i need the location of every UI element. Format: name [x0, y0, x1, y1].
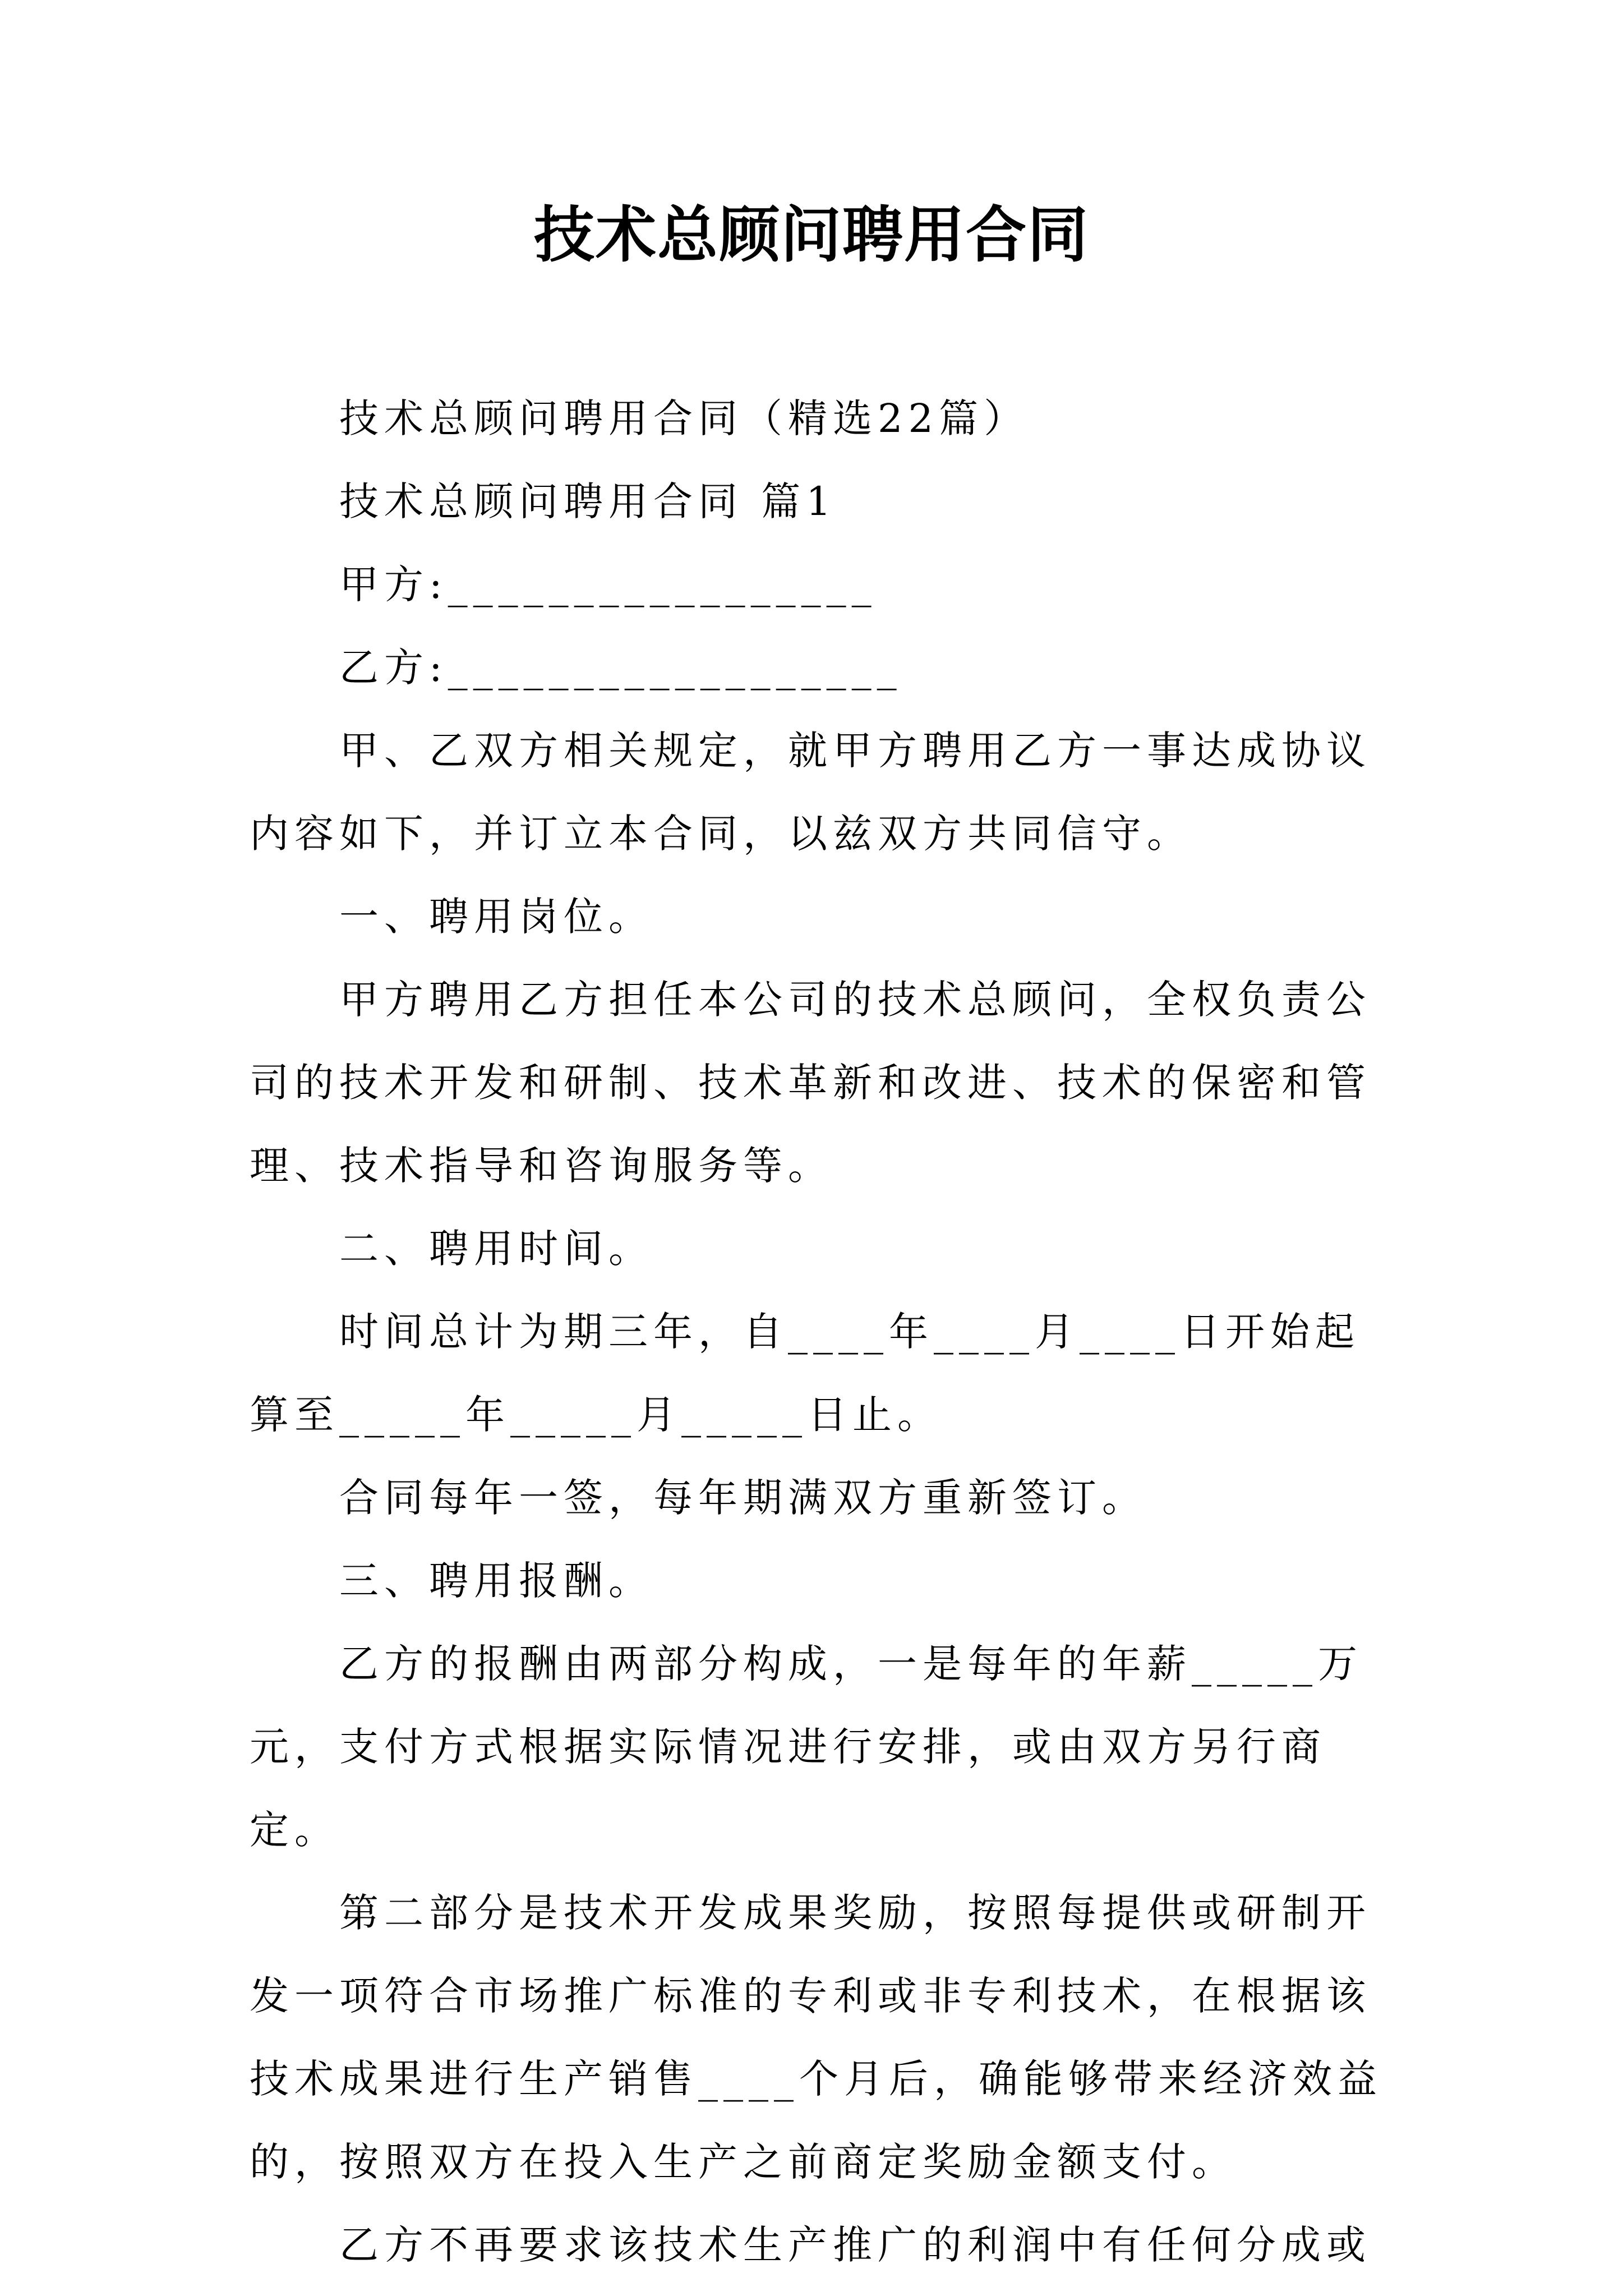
- bonus-paragraph: 第二部分是技术开发成果奖励，按照每提供或研制开发一项符合市场推广标准的专利或非专利技术，在根据该技术成果进行生产销售____个月后，确能够带来经济效益的，按照双方在投入生产之前商定奖励金额支付。: [250, 1890, 1382, 2185]
- party-a-line: 甲方:_________________: [339, 562, 877, 608]
- renewal-paragraph: 合同每年一签，每年期满双方重新签订。: [339, 1475, 1147, 1521]
- subtitle-paragraph: 技术总顾问聘用合同（精选22篇）: [339, 395, 1029, 441]
- document-body: [250, 377, 1388, 2286]
- term-paragraph: 时间总计为期三年，自____年____月____日开始起算至_____年_____月_____日止。: [250, 1309, 1360, 1438]
- salary-paragraph: 乙方的报酬由两部分构成，一是每年的年薪_____万元，支付方式根据实际情况进行安排，或由双方另行商定。: [250, 1641, 1363, 1853]
- clause-heading-pay: 三、聘用报酬。: [339, 1558, 653, 1604]
- position-paragraph: 甲方聘用乙方担任本公司的技术总顾问，全权负责公司的技术开发和研制、技术革新和改进、技术的保密和管理、技术指导和咨询服务等。: [250, 977, 1371, 1189]
- section-heading: 技术总顾问聘用合同 篇1: [339, 478, 837, 524]
- clause-heading-position: 一、聘用岗位。: [339, 894, 653, 940]
- party-b-line: 乙方:__________________: [339, 645, 902, 691]
- preamble-paragraph: 甲、乙双方相关规定，就甲方聘用乙方一事达成协议内容如下，并订立本合同，以兹双方共同信守。: [250, 728, 1371, 857]
- profit-share-paragraph: 乙方不再要求该技术生产推广的利润中有任何分成或: [339, 2222, 1371, 2268]
- clause-heading-term: 二、聘用时间。: [339, 1226, 653, 1272]
- document-title: 技术总顾问聘用合同: [533, 200, 1089, 270]
